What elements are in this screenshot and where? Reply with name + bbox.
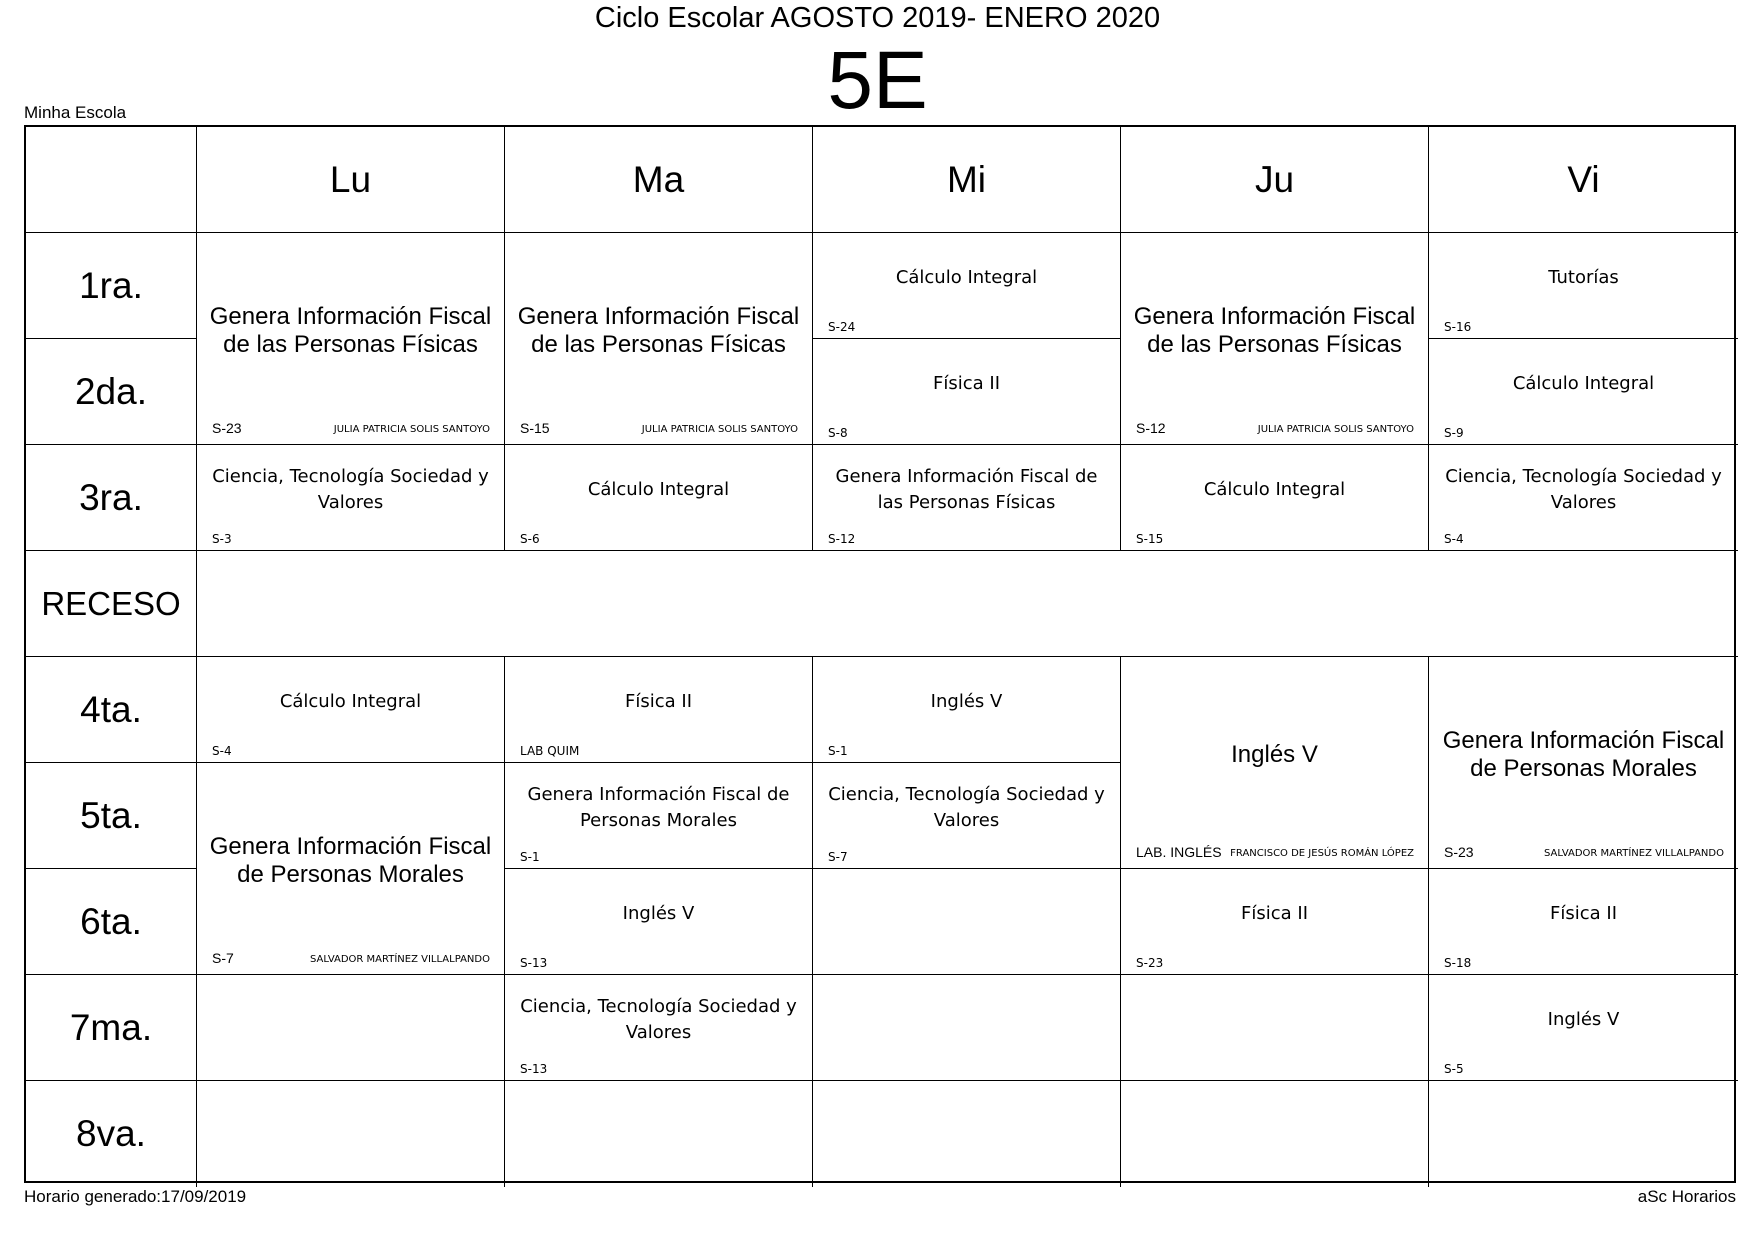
- recess-row: [197, 551, 1738, 657]
- lesson-subject: Genera Información Fiscal de Personas Morales: [1442, 726, 1725, 782]
- lesson-room: S-9: [1444, 426, 1464, 440]
- lesson-room: S-4: [212, 744, 232, 758]
- lesson-teacher: FRANCISCO DE JESÚS ROMÁN LÓPEZ: [1230, 848, 1414, 859]
- lesson-cell: [197, 657, 505, 763]
- lesson-subject: Ciencia, Tecnología Sociedad y Valores: [828, 783, 1105, 831]
- period-label: 2da.: [26, 339, 197, 445]
- day-header-vi: Vi: [1429, 127, 1738, 233]
- lesson-subject: Genera Información Fiscal de las Personas Físicas: [835, 465, 1098, 513]
- school-name: Minha Escola: [24, 103, 127, 122]
- empty-cell: [1429, 1081, 1738, 1187]
- lesson-subject: Cálculo Integral: [895, 266, 1038, 288]
- lesson-cell: [1121, 445, 1429, 551]
- lesson-subject: Inglés V: [1547, 1008, 1620, 1030]
- lesson-room: S-1: [520, 850, 540, 864]
- timetable-grid: [24, 125, 1736, 1183]
- period-label: 5ta.: [26, 763, 197, 869]
- day-header-ju: Ju: [1121, 127, 1429, 233]
- lesson-room: S-12: [1136, 420, 1166, 436]
- lesson-room: S-13: [520, 1062, 548, 1076]
- period-label: 6ta.: [26, 869, 197, 975]
- day-header-mi: Mi: [813, 127, 1121, 233]
- lesson-teacher: JULIA PATRICIA SOLIS SANTOYO: [1257, 424, 1414, 435]
- lesson-room: S-5: [1444, 1062, 1464, 1076]
- lesson-cell: [505, 657, 813, 763]
- lesson-cell: [1429, 869, 1738, 975]
- lesson-subject: Inglés V: [622, 902, 695, 924]
- software-brand: aSc Horarios: [1637, 1187, 1736, 1206]
- lesson-cell: [1429, 445, 1738, 551]
- lesson-subject: Cálculo Integral: [587, 478, 730, 500]
- lesson-subject: Cálculo Integral: [279, 690, 422, 712]
- period-label: 8va.: [26, 1081, 197, 1187]
- lesson-subject: Inglés V: [1231, 740, 1318, 768]
- lesson-room: S-16: [1444, 320, 1472, 334]
- lesson-cell: [505, 975, 813, 1081]
- lesson-room: S-12: [828, 532, 856, 546]
- lesson-cell: [197, 445, 505, 551]
- lesson-room: S-15: [1136, 532, 1164, 546]
- lesson-subject: Física II: [1550, 902, 1617, 924]
- empty-cell: [813, 975, 1121, 1081]
- period-label: 7ma.: [26, 975, 197, 1081]
- recess-label: RECESO: [26, 551, 197, 657]
- lesson-room: S-3: [212, 532, 232, 546]
- lesson-cell: [1429, 975, 1738, 1081]
- empty-cell: [813, 1081, 1121, 1187]
- lesson-subject: Física II: [933, 372, 1000, 394]
- lesson-cell: [197, 233, 505, 445]
- lesson-subject: Cálculo Integral: [1203, 478, 1346, 500]
- lesson-room: S-23: [1136, 956, 1164, 970]
- lesson-teacher: JULIA PATRICIA SOLIS SANTOYO: [333, 424, 490, 435]
- period-label: 3ra.: [26, 445, 197, 551]
- lesson-room: LAB. INGLÉS: [1136, 844, 1222, 860]
- lesson-cell: [505, 763, 813, 869]
- empty-cell: [1121, 1081, 1429, 1187]
- lesson-cell: [505, 445, 813, 551]
- lesson-room: S-23: [1444, 844, 1474, 860]
- empty-cell: [505, 1081, 813, 1187]
- lesson-subject: Inglés V: [930, 690, 1003, 712]
- lesson-room: S-6: [520, 532, 540, 546]
- generated-date: Horario generado:17/09/2019: [24, 1187, 247, 1206]
- lesson-subject: Ciencia, Tecnología Sociedad y Valores: [520, 995, 797, 1043]
- lesson-room: S-15: [520, 420, 550, 436]
- lesson-subject: Genera Información Fiscal de las Personas Físicas: [209, 302, 492, 358]
- lesson-room: S-8: [828, 426, 848, 440]
- lesson-cell: [505, 233, 813, 445]
- lesson-room: S-1: [828, 744, 848, 758]
- lesson-subject: Ciencia, Tecnología Sociedad y Valores: [1445, 465, 1722, 513]
- lesson-cell: [1429, 657, 1738, 869]
- period-label: 4ta.: [26, 657, 197, 763]
- lesson-subject: Ciencia, Tecnología Sociedad y Valores: [212, 465, 489, 513]
- lesson-subject: Cálculo Integral: [1512, 372, 1655, 394]
- lesson-subject: Genera Información Fiscal de Personas Morales: [527, 783, 790, 831]
- lesson-subject: Física II: [625, 690, 692, 712]
- period-label: 1ra.: [26, 233, 197, 339]
- lesson-room: S-13: [520, 956, 548, 970]
- lesson-room: LAB QUIM: [520, 744, 580, 758]
- lesson-cell: [813, 339, 1121, 445]
- lesson-room: S-24: [828, 320, 856, 334]
- school-cycle-title: Ciclo Escolar AGOSTO 2019- ENERO 2020: [594, 2, 1161, 34]
- empty-cell: [197, 975, 505, 1081]
- lesson-cell: [1121, 869, 1429, 975]
- empty-cell: [197, 1081, 505, 1187]
- lesson-cell: [813, 233, 1121, 339]
- lesson-teacher: SALVADOR MARTÍNEZ VILLALPANDO: [309, 954, 490, 965]
- lesson-subject: Genera Información Fiscal de las Personas Físicas: [517, 302, 800, 358]
- lesson-cell: [1429, 339, 1738, 445]
- lesson-teacher: SALVADOR MARTÍNEZ VILLALPANDO: [1543, 848, 1724, 859]
- lesson-subject: Física II: [1241, 902, 1308, 924]
- lesson-subject: Genera Información Fiscal de las Personas Físicas: [1133, 302, 1416, 358]
- day-header-lu: Lu: [197, 127, 505, 233]
- lesson-cell: [813, 445, 1121, 551]
- lesson-room: S-7: [212, 950, 234, 966]
- lesson-cell: [813, 763, 1121, 869]
- day-header-ma: Ma: [505, 127, 813, 233]
- empty-cell: [813, 869, 1121, 975]
- lesson-subject: Tutorías: [1548, 266, 1619, 288]
- corner-cell: [26, 127, 197, 233]
- lesson-cell: [813, 657, 1121, 763]
- lesson-cell: [1429, 233, 1738, 339]
- group-title: 5E: [827, 35, 928, 126]
- lesson-teacher: JULIA PATRICIA SOLIS SANTOYO: [641, 424, 798, 435]
- lesson-room: S-7: [828, 850, 848, 864]
- lesson-room: S-4: [1444, 532, 1464, 546]
- lesson-cell: [1121, 657, 1429, 869]
- lesson-cell: [505, 869, 813, 975]
- lesson-cell: [197, 763, 505, 975]
- lesson-cell: [1121, 233, 1429, 445]
- lesson-subject: Genera Información Fiscal de Personas Morales: [209, 832, 492, 888]
- empty-cell: [1121, 975, 1429, 1081]
- lesson-room: S-23: [212, 420, 242, 436]
- lesson-room: S-18: [1444, 956, 1472, 970]
